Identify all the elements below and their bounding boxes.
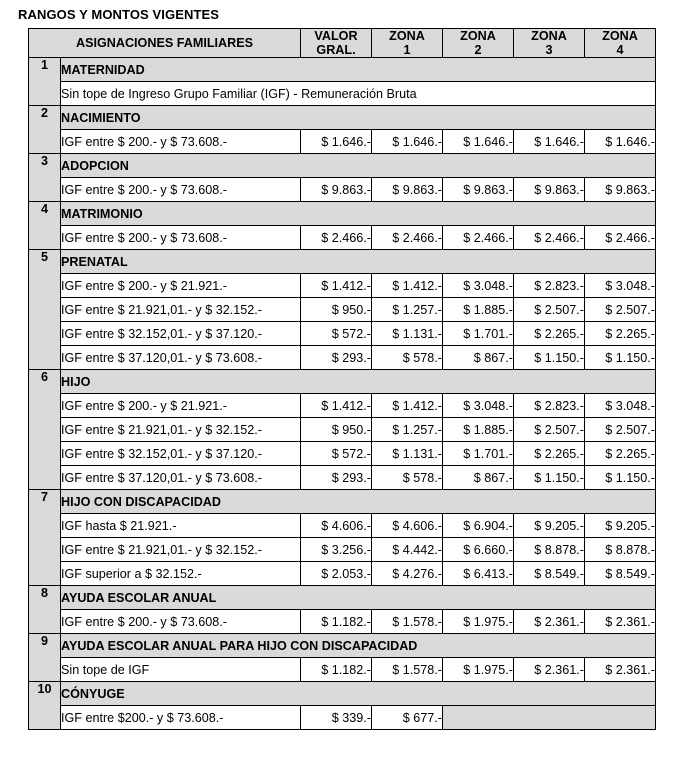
zona-1-cell: $ 1.412.- (372, 274, 443, 298)
row-label: IGF hasta $ 21.921.- (61, 514, 301, 538)
zona-1-cell: $ 1.646.- (372, 130, 443, 154)
row-label: IGF entre $200.- y $ 73.608.- (61, 706, 301, 730)
row-label: Sin tope de IGF (61, 658, 301, 682)
asignaciones-table (28, 28, 656, 730)
zona-3-cell: $ 2.265.- (514, 442, 585, 466)
section-header-row (29, 634, 656, 658)
zona-3-cell: $ 8.878.- (514, 538, 585, 562)
table-row (29, 658, 656, 682)
row-label: IGF entre $ 37.120,01.- y $ 73.608.- (61, 466, 301, 490)
zona-4-cell: $ 3.048.- (585, 274, 656, 298)
zona-2-cell: $ 1.975.- (443, 658, 514, 682)
section-number: 1 (29, 58, 61, 106)
row-label: IGF entre $ 32.152,01.- y $ 37.120.- (61, 322, 301, 346)
section-name: CÓNYUGE (61, 682, 656, 706)
zona-3-cell: $ 8.549.- (514, 562, 585, 586)
zona-2-cell: $ 9.863.- (443, 178, 514, 202)
zona-3-cell: $ 2.466.- (514, 226, 585, 250)
table-row (29, 322, 656, 346)
zona-3-cell: $ 2.507.- (514, 298, 585, 322)
table-row (29, 226, 656, 250)
section-name: HIJO (61, 370, 656, 394)
valor-gral-cell: $ 339.- (301, 706, 372, 730)
valor-gral-cell: $ 1.412.- (301, 394, 372, 418)
zona-1-cell: $ 1.578.- (372, 658, 443, 682)
zona-2-cell: $ 1.975.- (443, 610, 514, 634)
valor-gral-cell: $ 293.- (301, 346, 372, 370)
zona-1-cell: $ 1.257.- (372, 298, 443, 322)
section-header-row (29, 586, 656, 610)
zona-1-cell: $ 677.- (372, 706, 443, 730)
zona-4-cell: $ 2.466.- (585, 226, 656, 250)
zona-1-cell: $ 1.131.- (372, 442, 443, 466)
zona-3-cell: $ 9.863.- (514, 178, 585, 202)
zona-3-cell: $ 2.507.- (514, 418, 585, 442)
zona-2-cell: $ 1.701.- (443, 442, 514, 466)
table-row (29, 394, 656, 418)
valor-gral-cell: $ 293.- (301, 466, 372, 490)
zona-2-cell: $ 1.885.- (443, 298, 514, 322)
zona-1-cell: $ 1.412.- (372, 394, 443, 418)
section-note-row (29, 82, 656, 106)
table-row (29, 274, 656, 298)
zona-3-cell: $ 2.361.- (514, 610, 585, 634)
section-name: AYUDA ESCOLAR ANUAL PARA HIJO CON DISCAPACIDAD (61, 634, 656, 658)
valor-gral-cell: $ 572.- (301, 322, 372, 346)
table-row (29, 466, 656, 490)
header-zona-4: ZONA 4 (585, 29, 656, 58)
zona-2-cell: $ 867.- (443, 346, 514, 370)
zona-4-cell: $ 1.150.- (585, 346, 656, 370)
table-row (29, 178, 656, 202)
valor-gral-cell: $ 1.182.- (301, 658, 372, 682)
row-label: IGF entre $ 21.921,01.- y $ 32.152.- (61, 538, 301, 562)
zona-2-cell: $ 6.904.- (443, 514, 514, 538)
header-row (29, 29, 656, 58)
zona-3-cell: $ 1.150.- (514, 346, 585, 370)
table-row (29, 346, 656, 370)
row-label: IGF entre $ 21.921,01.- y $ 32.152.- (61, 418, 301, 442)
row-label: IGF superior a $ 32.152.- (61, 562, 301, 586)
section-header-row (29, 490, 656, 514)
row-label: IGF entre $ 200.- y $ 73.608.- (61, 226, 301, 250)
section-note: Sin tope de Ingreso Grupo Familiar (IGF) - Remuneración Bruta (61, 82, 656, 106)
valor-gral-cell: $ 9.863.- (301, 178, 372, 202)
valor-gral-cell: $ 572.- (301, 442, 372, 466)
valor-gral-cell: $ 1.182.- (301, 610, 372, 634)
valor-gral-cell: $ 3.256.- (301, 538, 372, 562)
header-zona-1: ZONA 1 (372, 29, 443, 58)
zona-1-cell: $ 2.466.- (372, 226, 443, 250)
zona-4-cell: $ 2.507.- (585, 418, 656, 442)
section-header-row (29, 370, 656, 394)
section-name: PRENATAL (61, 250, 656, 274)
zona-1-cell: $ 4.442.- (372, 538, 443, 562)
section-name: MATRIMONIO (61, 202, 656, 226)
section-number: 9 (29, 634, 61, 682)
zona-4-cell: $ 3.048.- (585, 394, 656, 418)
zona-2-cell: $ 1.885.- (443, 418, 514, 442)
valor-gral-cell: $ 950.- (301, 298, 372, 322)
table-row (29, 610, 656, 634)
zona-4-cell: $ 9.205.- (585, 514, 656, 538)
row-label: IGF entre $ 37.120,01.- y $ 73.608.- (61, 346, 301, 370)
row-label: IGF entre $ 32.152,01.- y $ 37.120.- (61, 442, 301, 466)
table-row (29, 706, 656, 730)
header-zona-3: ZONA 3 (514, 29, 585, 58)
section-number: 3 (29, 154, 61, 202)
row-label: IGF entre $ 200.- y $ 73.608.- (61, 610, 301, 634)
section-header-row (29, 202, 656, 226)
table-row (29, 130, 656, 154)
zona-4-cell: $ 1.646.- (585, 130, 656, 154)
zona-2-cell: $ 2.466.- (443, 226, 514, 250)
page-title: RANGOS Y MONTOS VIGENTES (18, 7, 220, 22)
header-asignaciones: ASIGNACIONES FAMILIARES (29, 29, 301, 58)
zona-4-cell: $ 2.507.- (585, 298, 656, 322)
zona-1-cell: $ 1.131.- (372, 322, 443, 346)
zona-4-cell: $ 2.361.- (585, 658, 656, 682)
section-number: 8 (29, 586, 61, 634)
zona-1-cell: $ 9.863.- (372, 178, 443, 202)
zona-1-cell: $ 4.606.- (372, 514, 443, 538)
valor-gral-cell: $ 1.412.- (301, 274, 372, 298)
zona-4-cell: $ 2.361.- (585, 610, 656, 634)
zona-2-cell: $ 1.646.- (443, 130, 514, 154)
section-number: 10 (29, 682, 61, 730)
section-header-row (29, 154, 656, 178)
zona-1-cell: $ 4.276.- (372, 562, 443, 586)
section-header-row (29, 682, 656, 706)
section-name: NACIMIENTO (61, 106, 656, 130)
zona-3-cell: $ 1.646.- (514, 130, 585, 154)
zona-3-cell: $ 9.205.- (514, 514, 585, 538)
zona-1-cell: $ 1.578.- (372, 610, 443, 634)
zona-3-cell: $ 2.361.- (514, 658, 585, 682)
zona-4-cell: $ 1.150.- (585, 466, 656, 490)
valor-gral-cell: $ 950.- (301, 418, 372, 442)
section-header-row (29, 250, 656, 274)
section-number: 6 (29, 370, 61, 490)
section-header-row (29, 106, 656, 130)
row-label: IGF entre $ 200.- y $ 73.608.- (61, 130, 301, 154)
zona-2-cell: $ 6.413.- (443, 562, 514, 586)
section-number: 4 (29, 202, 61, 250)
header-valor-gral: VALOR GRAL. (301, 29, 372, 58)
table-row (29, 538, 656, 562)
zona-4-cell: $ 8.549.- (585, 562, 656, 586)
table-row (29, 442, 656, 466)
section-name: HIJO CON DISCAPACIDAD (61, 490, 656, 514)
section-name: AYUDA ESCOLAR ANUAL (61, 586, 656, 610)
zona-3-cell: $ 2.823.- (514, 394, 585, 418)
row-label: IGF entre $ 200.- y $ 21.921.- (61, 274, 301, 298)
section-name: ADOPCION (61, 154, 656, 178)
zona-4-cell: $ 2.265.- (585, 442, 656, 466)
zona-3-cell: $ 1.150.- (514, 466, 585, 490)
section-header-row (29, 58, 656, 82)
zona-4-cell: $ 9.863.- (585, 178, 656, 202)
valor-gral-cell: $ 4.606.- (301, 514, 372, 538)
table-row (29, 298, 656, 322)
table-row (29, 562, 656, 586)
zona-2-cell: $ 3.048.- (443, 394, 514, 418)
zona-2-cell: $ 6.660.- (443, 538, 514, 562)
zona-2-cell: $ 3.048.- (443, 274, 514, 298)
table-row (29, 514, 656, 538)
zona-3-cell: $ 2.823.- (514, 274, 585, 298)
zona-1-cell: $ 578.- (372, 346, 443, 370)
header-zona-2: ZONA 2 (443, 29, 514, 58)
section-name: MATERNIDAD (61, 58, 656, 82)
row-label: IGF entre $ 21.921,01.- y $ 32.152.- (61, 298, 301, 322)
section-number: 7 (29, 490, 61, 586)
valor-gral-cell: $ 2.466.- (301, 226, 372, 250)
table-row (29, 418, 656, 442)
row-label: IGF entre $ 200.- y $ 21.921.- (61, 394, 301, 418)
valor-gral-cell: $ 2.053.- (301, 562, 372, 586)
zona-3-cell: $ 2.265.- (514, 322, 585, 346)
section-number: 2 (29, 106, 61, 154)
zona-4-cell: $ 8.878.- (585, 538, 656, 562)
zona-2-cell: $ 1.701.- (443, 322, 514, 346)
zona-4-cell: $ 2.265.- (585, 322, 656, 346)
zona-1-cell: $ 1.257.- (372, 418, 443, 442)
valor-gral-cell: $ 1.646.- (301, 130, 372, 154)
table-body (29, 58, 656, 730)
row-label: IGF entre $ 200.- y $ 73.608.- (61, 178, 301, 202)
zona-2-cell: $ 867.- (443, 466, 514, 490)
empty-cell (443, 706, 656, 730)
zona-1-cell: $ 578.- (372, 466, 443, 490)
section-number: 5 (29, 250, 61, 370)
